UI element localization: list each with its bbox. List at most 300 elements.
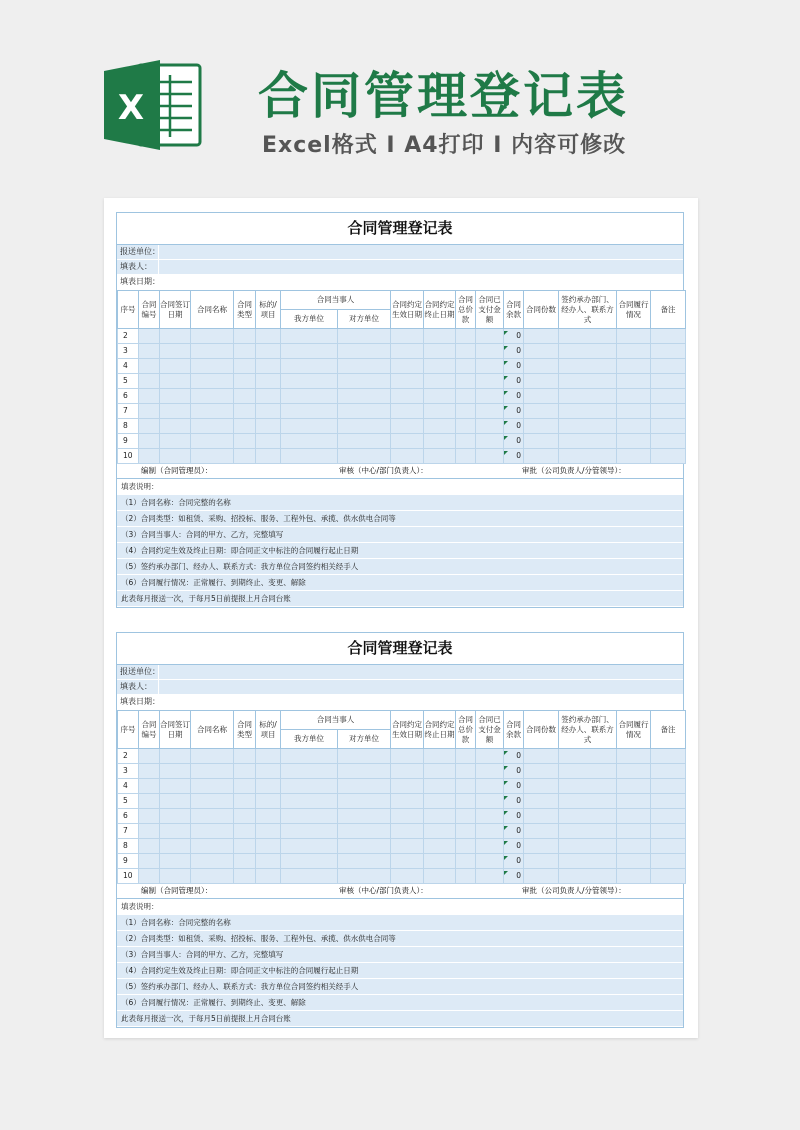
table-cell[interactable] — [256, 389, 281, 404]
table-cell[interactable] — [424, 854, 456, 869]
table-cell[interactable] — [191, 839, 234, 854]
table-row[interactable] — [118, 449, 686, 464]
table-cell[interactable] — [256, 809, 281, 824]
table-cell[interactable] — [651, 869, 686, 884]
table-cell[interactable] — [338, 824, 391, 839]
table-cell[interactable] — [391, 794, 424, 809]
table-cell[interactable] — [424, 329, 456, 344]
table-cell[interactable] — [476, 809, 504, 824]
balance-cell[interactable] — [504, 404, 524, 419]
table-cell[interactable] — [191, 764, 234, 779]
table-cell[interactable] — [338, 749, 391, 764]
table-cell[interactable] — [559, 434, 617, 449]
table-cell[interactable] — [139, 404, 160, 419]
balance-cell[interactable] — [504, 329, 524, 344]
table-cell[interactable] — [617, 374, 651, 389]
table-cell[interactable] — [424, 869, 456, 884]
table-cell[interactable] — [191, 389, 234, 404]
row-number[interactable]: 5 — [118, 374, 139, 389]
table-cell[interactable] — [191, 779, 234, 794]
table-cell[interactable] — [234, 824, 256, 839]
table-cell[interactable] — [281, 794, 338, 809]
table-cell[interactable] — [160, 809, 191, 824]
table-row[interactable] — [118, 839, 686, 854]
table-cell[interactable] — [338, 374, 391, 389]
table-cell[interactable] — [256, 824, 281, 839]
table-cell[interactable] — [160, 854, 191, 869]
table-cell[interactable] — [191, 854, 234, 869]
table-cell[interactable] — [139, 749, 160, 764]
table-cell[interactable] — [139, 839, 160, 854]
table-cell[interactable] — [139, 359, 160, 374]
balance-cell[interactable] — [504, 359, 524, 374]
table-cell[interactable] — [338, 449, 391, 464]
row-number[interactable]: 7 — [118, 404, 139, 419]
table-cell[interactable] — [651, 419, 686, 434]
table-cell[interactable] — [391, 839, 424, 854]
table-cell[interactable] — [524, 329, 559, 344]
info-report-unit[interactable]: 报送单位： — [117, 665, 683, 680]
table-cell[interactable] — [160, 839, 191, 854]
table-cell[interactable] — [281, 359, 338, 374]
table-cell[interactable] — [338, 404, 391, 419]
table-cell[interactable] — [559, 419, 617, 434]
table-cell[interactable] — [139, 374, 160, 389]
table-cell[interactable] — [424, 434, 456, 449]
table-cell[interactable] — [559, 749, 617, 764]
table-cell[interactable] — [191, 374, 234, 389]
table-cell[interactable] — [617, 809, 651, 824]
table-cell[interactable] — [476, 359, 504, 374]
table-cell[interactable] — [256, 419, 281, 434]
table-cell[interactable] — [391, 749, 424, 764]
table-cell[interactable] — [524, 764, 559, 779]
table-cell[interactable] — [524, 824, 559, 839]
table-cell[interactable] — [256, 749, 281, 764]
table-cell[interactable] — [524, 809, 559, 824]
table-cell[interactable] — [476, 779, 504, 794]
table-cell[interactable] — [559, 374, 617, 389]
table-cell[interactable] — [424, 344, 456, 359]
table-cell[interactable] — [281, 434, 338, 449]
table-cell[interactable] — [256, 449, 281, 464]
info-report-unit[interactable]: 报送单位： — [117, 245, 683, 260]
balance-cell[interactable] — [504, 389, 524, 404]
table-row[interactable] — [118, 434, 686, 449]
table-cell[interactable] — [191, 449, 234, 464]
table-cell[interactable] — [139, 329, 160, 344]
table-cell[interactable] — [234, 794, 256, 809]
table-row[interactable] — [118, 374, 686, 389]
table-cell[interactable] — [617, 404, 651, 419]
table-cell[interactable] — [651, 779, 686, 794]
table-row[interactable] — [118, 389, 686, 404]
table-cell[interactable] — [524, 449, 559, 464]
table-cell[interactable] — [391, 449, 424, 464]
table-cell[interactable] — [476, 749, 504, 764]
table-cell[interactable] — [391, 809, 424, 824]
table-cell[interactable] — [234, 434, 256, 449]
table-cell[interactable] — [559, 854, 617, 869]
balance-cell[interactable] — [504, 434, 524, 449]
table-cell[interactable] — [651, 389, 686, 404]
table-cell[interactable] — [476, 329, 504, 344]
table-cell[interactable] — [524, 374, 559, 389]
table-cell[interactable] — [651, 854, 686, 869]
table-cell[interactable] — [391, 404, 424, 419]
table-cell[interactable] — [456, 854, 476, 869]
table-cell[interactable] — [651, 434, 686, 449]
table-cell[interactable] — [139, 419, 160, 434]
table-cell[interactable] — [617, 449, 651, 464]
table-cell[interactable] — [456, 824, 476, 839]
table-cell[interactable] — [160, 359, 191, 374]
table-cell[interactable] — [391, 344, 424, 359]
table-cell[interactable] — [476, 869, 504, 884]
table-cell[interactable] — [524, 839, 559, 854]
table-cell[interactable] — [160, 329, 191, 344]
table-cell[interactable] — [256, 374, 281, 389]
table-row[interactable] — [118, 329, 686, 344]
info-filler[interactable]: 填表人： — [117, 680, 683, 695]
table-row[interactable] — [118, 824, 686, 839]
table-cell[interactable] — [191, 794, 234, 809]
table-cell[interactable] — [651, 359, 686, 374]
table-cell[interactable] — [234, 854, 256, 869]
table-cell[interactable] — [524, 389, 559, 404]
info-fill-date[interactable]: 填表日期： — [117, 275, 683, 290]
table-cell[interactable] — [191, 344, 234, 359]
table-cell[interactable] — [651, 404, 686, 419]
table-cell[interactable] — [524, 419, 559, 434]
table-cell[interactable] — [524, 794, 559, 809]
table-cell[interactable] — [234, 329, 256, 344]
table-cell[interactable] — [160, 749, 191, 764]
table-cell[interactable] — [524, 359, 559, 374]
table-cell[interactable] — [338, 329, 391, 344]
table-cell[interactable] — [391, 359, 424, 374]
row-number[interactable]: 6 — [118, 389, 139, 404]
table-cell[interactable] — [559, 839, 617, 854]
table-cell[interactable] — [234, 749, 256, 764]
table-cell[interactable] — [476, 824, 504, 839]
table-cell[interactable] — [256, 344, 281, 359]
table-cell[interactable] — [524, 434, 559, 449]
table-cell[interactable] — [651, 329, 686, 344]
table-cell[interactable] — [456, 329, 476, 344]
table-cell[interactable] — [391, 764, 424, 779]
table-cell[interactable] — [338, 779, 391, 794]
table-cell[interactable] — [424, 839, 456, 854]
table-cell[interactable] — [160, 449, 191, 464]
table-cell[interactable] — [524, 869, 559, 884]
table-cell[interactable] — [524, 779, 559, 794]
table-cell[interactable] — [559, 389, 617, 404]
table-cell[interactable] — [559, 809, 617, 824]
table-cell[interactable] — [617, 824, 651, 839]
table-cell[interactable] — [424, 779, 456, 794]
table-cell[interactable] — [456, 809, 476, 824]
table-cell[interactable] — [617, 419, 651, 434]
info-filler[interactable]: 填表人： — [117, 260, 683, 275]
table-cell[interactable] — [559, 359, 617, 374]
table-row[interactable] — [118, 404, 686, 419]
table-cell[interactable] — [281, 764, 338, 779]
table-cell[interactable] — [476, 374, 504, 389]
table-row[interactable] — [118, 854, 686, 869]
table-cell[interactable] — [456, 449, 476, 464]
row-number[interactable]: 2 — [118, 329, 139, 344]
table-cell[interactable] — [281, 869, 338, 884]
table-cell[interactable] — [391, 824, 424, 839]
table-cell[interactable] — [139, 794, 160, 809]
table-cell[interactable] — [338, 419, 391, 434]
table-row[interactable] — [118, 869, 686, 884]
row-number[interactable]: 5 — [118, 794, 139, 809]
row-number[interactable]: 4 — [118, 359, 139, 374]
table-cell[interactable] — [160, 794, 191, 809]
table-cell[interactable] — [139, 449, 160, 464]
row-number[interactable]: 7 — [118, 824, 139, 839]
table-cell[interactable] — [559, 404, 617, 419]
table-cell[interactable] — [617, 839, 651, 854]
table-cell[interactable] — [476, 449, 504, 464]
row-number[interactable]: 2 — [118, 749, 139, 764]
table-cell[interactable] — [256, 869, 281, 884]
table-cell[interactable] — [281, 449, 338, 464]
table-cell[interactable] — [281, 854, 338, 869]
table-cell[interactable] — [617, 764, 651, 779]
table-cell[interactable] — [160, 344, 191, 359]
table-cell[interactable] — [191, 869, 234, 884]
table-cell[interactable] — [617, 389, 651, 404]
table-cell[interactable] — [139, 824, 160, 839]
table-cell[interactable] — [476, 344, 504, 359]
table-row[interactable] — [118, 419, 686, 434]
row-number[interactable]: 4 — [118, 779, 139, 794]
table-cell[interactable] — [559, 329, 617, 344]
row-number[interactable]: 3 — [118, 344, 139, 359]
table-cell[interactable] — [476, 764, 504, 779]
table-cell[interactable] — [256, 794, 281, 809]
table-cell[interactable] — [160, 419, 191, 434]
table-cell[interactable] — [139, 344, 160, 359]
table-cell[interactable] — [256, 434, 281, 449]
table-cell[interactable] — [160, 434, 191, 449]
row-number[interactable]: 6 — [118, 809, 139, 824]
table-cell[interactable] — [391, 779, 424, 794]
balance-cell[interactable] — [504, 374, 524, 389]
table-cell[interactable] — [338, 434, 391, 449]
table-cell[interactable] — [617, 749, 651, 764]
table-cell[interactable] — [617, 869, 651, 884]
table-cell[interactable] — [234, 419, 256, 434]
table-cell[interactable] — [651, 794, 686, 809]
table-cell[interactable] — [391, 434, 424, 449]
table-cell[interactable] — [191, 809, 234, 824]
table-cell[interactable] — [456, 344, 476, 359]
table-cell[interactable] — [191, 359, 234, 374]
table-cell[interactable] — [651, 764, 686, 779]
table-cell[interactable] — [281, 824, 338, 839]
table-cell[interactable] — [338, 869, 391, 884]
table-cell[interactable] — [256, 359, 281, 374]
table-cell[interactable] — [424, 374, 456, 389]
balance-cell[interactable] — [504, 344, 524, 359]
table-cell[interactable] — [139, 434, 160, 449]
table-cell[interactable] — [617, 359, 651, 374]
table-cell[interactable] — [524, 404, 559, 419]
table-cell[interactable] — [281, 389, 338, 404]
table-cell[interactable] — [456, 374, 476, 389]
table-cell[interactable] — [139, 779, 160, 794]
table-cell[interactable] — [456, 749, 476, 764]
table-cell[interactable] — [617, 434, 651, 449]
table-cell[interactable] — [191, 419, 234, 434]
table-cell[interactable] — [391, 419, 424, 434]
table-cell[interactable] — [281, 809, 338, 824]
table-cell[interactable] — [160, 374, 191, 389]
balance-cell[interactable] — [504, 794, 524, 809]
table-cell[interactable] — [256, 404, 281, 419]
table-cell[interactable] — [256, 329, 281, 344]
row-number[interactable]: 10 — [118, 869, 139, 884]
table-cell[interactable] — [338, 809, 391, 824]
table-cell[interactable] — [476, 434, 504, 449]
table-cell[interactable] — [191, 329, 234, 344]
table-cell[interactable] — [424, 449, 456, 464]
table-cell[interactable] — [234, 389, 256, 404]
table-cell[interactable] — [456, 764, 476, 779]
table-cell[interactable] — [651, 344, 686, 359]
table-cell[interactable] — [281, 749, 338, 764]
table-cell[interactable] — [651, 374, 686, 389]
table-cell[interactable] — [234, 839, 256, 854]
table-cell[interactable] — [424, 749, 456, 764]
table-row[interactable] — [118, 344, 686, 359]
table-cell[interactable] — [234, 449, 256, 464]
balance-cell[interactable] — [504, 449, 524, 464]
balance-cell[interactable] — [504, 749, 524, 764]
table-cell[interactable] — [424, 764, 456, 779]
table-cell[interactable] — [559, 764, 617, 779]
balance-cell[interactable] — [504, 869, 524, 884]
table-cell[interactable] — [160, 404, 191, 419]
table-cell[interactable] — [139, 869, 160, 884]
table-cell[interactable] — [256, 764, 281, 779]
table-cell[interactable] — [651, 839, 686, 854]
table-cell[interactable] — [281, 779, 338, 794]
row-number[interactable]: 10 — [118, 449, 139, 464]
table-cell[interactable] — [476, 419, 504, 434]
table-cell[interactable] — [424, 419, 456, 434]
table-cell[interactable] — [160, 869, 191, 884]
balance-cell[interactable] — [504, 809, 524, 824]
balance-cell[interactable] — [504, 419, 524, 434]
table-cell[interactable] — [476, 839, 504, 854]
table-cell[interactable] — [191, 749, 234, 764]
table-cell[interactable] — [456, 419, 476, 434]
table-cell[interactable] — [338, 839, 391, 854]
table-cell[interactable] — [456, 794, 476, 809]
table-cell[interactable] — [476, 794, 504, 809]
table-cell[interactable] — [338, 344, 391, 359]
table-cell[interactable] — [281, 344, 338, 359]
table-cell[interactable] — [424, 404, 456, 419]
table-cell[interactable] — [476, 404, 504, 419]
table-cell[interactable] — [559, 779, 617, 794]
table-cell[interactable] — [338, 764, 391, 779]
table-cell[interactable] — [234, 374, 256, 389]
table-cell[interactable] — [139, 854, 160, 869]
table-cell[interactable] — [651, 449, 686, 464]
table-cell[interactable] — [424, 794, 456, 809]
table-cell[interactable] — [139, 389, 160, 404]
table-cell[interactable] — [160, 779, 191, 794]
table-cell[interactable] — [391, 389, 424, 404]
table-cell[interactable] — [424, 809, 456, 824]
table-cell[interactable] — [524, 344, 559, 359]
table-cell[interactable] — [234, 869, 256, 884]
table-cell[interactable] — [651, 824, 686, 839]
table-cell[interactable] — [456, 779, 476, 794]
table-cell[interactable] — [559, 449, 617, 464]
table-cell[interactable] — [191, 824, 234, 839]
table-row[interactable] — [118, 779, 686, 794]
table-cell[interactable] — [456, 839, 476, 854]
table-cell[interactable] — [651, 749, 686, 764]
row-number[interactable]: 9 — [118, 434, 139, 449]
table-cell[interactable] — [476, 389, 504, 404]
table-cell[interactable] — [338, 854, 391, 869]
table-cell[interactable] — [456, 404, 476, 419]
table-cell[interactable] — [524, 749, 559, 764]
table-cell[interactable] — [391, 374, 424, 389]
table-cell[interactable] — [281, 419, 338, 434]
table-cell[interactable] — [234, 404, 256, 419]
balance-cell[interactable] — [504, 854, 524, 869]
table-cell[interactable] — [234, 809, 256, 824]
table-cell[interactable] — [160, 389, 191, 404]
table-cell[interactable] — [281, 839, 338, 854]
table-cell[interactable] — [256, 779, 281, 794]
row-number[interactable]: 9 — [118, 854, 139, 869]
table-cell[interactable] — [617, 344, 651, 359]
table-cell[interactable] — [424, 389, 456, 404]
table-cell[interactable] — [191, 404, 234, 419]
table-cell[interactable] — [456, 434, 476, 449]
table-cell[interactable] — [559, 794, 617, 809]
table-cell[interactable] — [524, 854, 559, 869]
table-cell[interactable] — [617, 854, 651, 869]
table-cell[interactable] — [256, 839, 281, 854]
table-cell[interactable] — [456, 359, 476, 374]
table-cell[interactable] — [256, 854, 281, 869]
balance-cell[interactable] — [504, 779, 524, 794]
table-cell[interactable] — [391, 329, 424, 344]
info-fill-date[interactable]: 填表日期： — [117, 695, 683, 710]
table-cell[interactable] — [338, 794, 391, 809]
table-cell[interactable] — [160, 764, 191, 779]
table-cell[interactable] — [139, 764, 160, 779]
table-cell[interactable] — [338, 359, 391, 374]
table-cell[interactable] — [234, 779, 256, 794]
table-cell[interactable] — [234, 344, 256, 359]
table-cell[interactable] — [651, 809, 686, 824]
table-row[interactable] — [118, 794, 686, 809]
balance-cell[interactable] — [504, 839, 524, 854]
table-cell[interactable] — [559, 344, 617, 359]
